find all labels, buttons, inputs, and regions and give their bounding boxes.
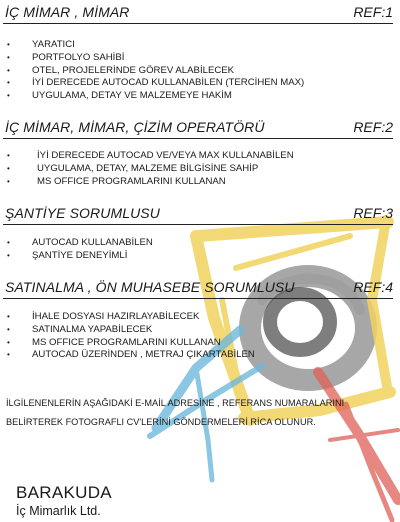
bullet-icon: •: [7, 324, 10, 334]
bullet-icon: •: [7, 238, 10, 247]
section-rule: [3, 224, 393, 225]
application-notice: [6, 394, 400, 432]
job-section-1: [0, 4, 400, 103]
list-item: [0, 65, 400, 78]
bullet-icon: •: [7, 52, 10, 62]
requirement-list: [0, 150, 400, 188]
item-text: İHALE DOSYASI HAZIRLAYABİLECEK: [32, 311, 200, 322]
requirement-list: [0, 39, 400, 103]
bullet-icon: •: [7, 91, 10, 101]
item-text: AUTOCAD KULLANABİLEN: [32, 237, 153, 248]
list-item: [0, 250, 400, 263]
section-ref: REF:1: [353, 4, 393, 20]
bullet-icon: •: [7, 78, 10, 88]
bullet-icon: •: [7, 250, 10, 260]
requirement-list: [0, 311, 400, 362]
item-text: MS OFFICE PROGRAMLARINI KULLANAN: [37, 175, 226, 187]
item-text: UYGULAMA, DETAY, MALZEME BİLGİSİNE SAHİP: [37, 162, 259, 174]
section-header: [0, 205, 400, 225]
item-text: İYİ DERECEDE AUTOCAD VE/VEYA MAX KULLANABİLEN: [37, 150, 294, 161]
bullet-icon: •: [7, 312, 10, 321]
list-item: [0, 324, 400, 337]
bullet-icon: •: [7, 176, 10, 186]
section-rule: [3, 23, 393, 24]
bullet-icon: •: [7, 40, 10, 49]
list-item: [0, 163, 400, 176]
item-text: MS OFFICE PROGRAMLARINI KULLANAN: [32, 336, 221, 348]
section-title: SATINALMA , ÖN MUHASEBE SORUMLUSU: [5, 279, 295, 295]
job-section-2: [0, 119, 400, 188]
item-text: SATINALMA YAPABİLECEK: [32, 323, 153, 335]
list-item: [0, 237, 400, 250]
list-item: [0, 39, 400, 52]
bullet-icon: •: [7, 151, 10, 160]
bullet-icon: •: [7, 337, 10, 347]
notice-line-1: İLGİLENENLERİN AŞAĞIDAKİ E-MAİL ADRESİNE , REFERANS NUMARALARINI: [6, 398, 345, 408]
list-item: [0, 150, 400, 163]
company-brand: [16, 483, 112, 519]
section-title: ŞANTİYE SORUMLUSU: [5, 205, 160, 221]
job-section-4: [0, 279, 400, 362]
item-text: İYİ DERECEDE AUTOCAD KULLANABİLEN (TERCİHEN MAX): [32, 77, 305, 89]
section-ref: REF:2: [353, 119, 393, 135]
bullet-icon: •: [7, 350, 10, 360]
list-item: [0, 349, 400, 362]
item-text: OTEL, PROJELERİNDE GÖREV ALABİLECEK: [32, 64, 235, 76]
list-item: [0, 176, 400, 189]
section-rule: [3, 138, 393, 139]
section-header: [0, 4, 400, 24]
item-text: YARATICI: [32, 39, 75, 50]
list-item: [0, 77, 400, 90]
item-text: UYGULAMA, DETAY VE MALZEMEYE HAKİM: [32, 90, 232, 102]
bullet-icon: •: [7, 163, 10, 173]
section-title: İÇ MİMAR, MİMAR, ÇİZİM OPERATÖRÜ: [5, 119, 265, 135]
section-ref: REF:3: [353, 205, 393, 221]
item-text: AUTOCAD ÜZERİNDEN , METRAJ ÇIKARTABİLEN: [32, 349, 255, 361]
list-item: [0, 52, 400, 65]
section-header: [0, 119, 400, 139]
list-item: [0, 337, 400, 350]
item-text: ŞANTİYE DENEYİMLİ: [32, 249, 128, 261]
section-rule: [3, 298, 393, 299]
list-item: [0, 90, 400, 103]
company-name: BARAKUDA: [16, 483, 112, 502]
notice-line-2: BELİRTEREK FOTOGRAFLI CV'LERİNİ GÖNDERMELERİ RİCA OLUNUR.: [6, 417, 316, 427]
company-subtitle: İç Mimarlık Ltd.: [16, 504, 101, 518]
requirement-list: [0, 237, 400, 263]
item-text: PORTFOLYO SAHİBİ: [32, 51, 125, 63]
job-section-3: [0, 205, 400, 263]
section-title: İÇ MİMAR , MİMAR: [5, 4, 130, 20]
list-item: [0, 311, 400, 324]
bullet-icon: •: [7, 65, 10, 75]
section-ref: REF:4: [353, 279, 393, 295]
section-header: [0, 279, 400, 299]
